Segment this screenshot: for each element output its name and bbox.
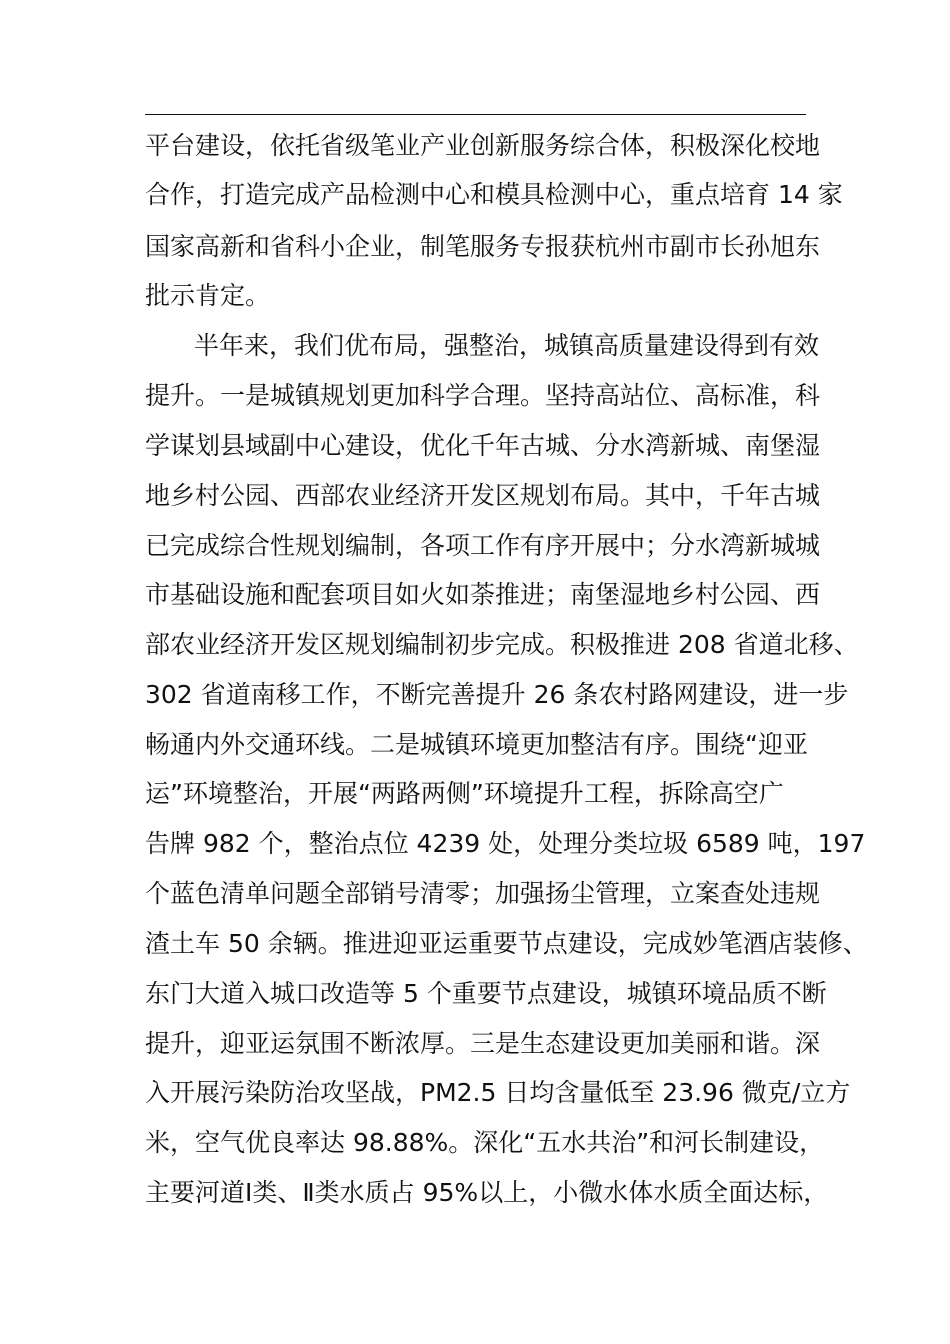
text-line: 畅通内外交通环线。二是城镇环境更加整洁有序。围绕“迎亚 — [145, 730, 808, 759]
text-line: 告牌 982 个，整治点位 4239 处，处理分类垃圾 6589 吨，197 — [145, 829, 866, 858]
paragraph-first-line: 半年来，我们优布局，强整治，城镇高质量建设得到有效 — [194, 331, 820, 360]
text-line: 入开展污染防治攻坚战，PM2.5 日均含量低至 23.96 微克/立方 — [145, 1078, 851, 1107]
text-line: 个蓝色清单问题全部销号清零；加强扬尘管理，立案查处违规 — [145, 879, 821, 908]
header-rule — [145, 114, 806, 115]
text-line: 合作，打造完成产品检测中心和模具检测中心，重点培育 14 家 — [145, 180, 843, 209]
text-line: 东门大道入城口改造等 5 个重要节点建设，城镇环境品质不断 — [145, 979, 827, 1008]
text-line: 国家高新和省科小企业，制笔服务专报获杭州市副市长孙旭东 — [145, 232, 821, 261]
text-line: 地乡村公园、西部农业经济开发区规划布局。其中，千年古城 — [145, 481, 821, 510]
text-line: 主要河道Ⅰ类、Ⅱ类水质占 95%以上，小微水体水质全面达标， — [145, 1178, 829, 1207]
text-line: 平台建设，依托省级笔业产业创新服务综合体，积极深化校地 — [145, 131, 821, 160]
text-line: 302 省道南移工作，不断完善提升 26 条农村路网建设，进一步 — [145, 680, 849, 709]
text-line: 部农业经济开发区规划编制初步完成。积极推进 208 省道北移、 — [145, 630, 859, 659]
text-line: 提升。一是城镇规划更加科学合理。坚持高站位、高标准，科 — [145, 381, 821, 410]
text-line: 市基础设施和配套项目如火如荼推进；南堡湿地乡村公园、西 — [145, 580, 821, 609]
text-line: 提升，迎亚运氛围不断浓厚。三是生态建设更加美丽和谐。深 — [145, 1029, 821, 1058]
text-line: 运”环境整治，开展“两路两侧”环境提升工程，拆除高空广 — [145, 779, 784, 808]
text-line: 渣土车 50 余辆。推进迎亚运重要节点建设，完成妙笔酒店装修、 — [145, 929, 868, 958]
text-line: 学谋划县域副中心建设，优化千年古城、分水湾新城、南堡湿 — [145, 431, 821, 460]
text-line: 已完成综合性规划编制，各项工作有序开展中；分水湾新城城 — [145, 531, 821, 560]
text-line: 批示肯定。 — [145, 281, 271, 310]
text-line: 米，空气优良率达 98.88%。深化“五水共治”和河长制建设， — [145, 1128, 825, 1157]
